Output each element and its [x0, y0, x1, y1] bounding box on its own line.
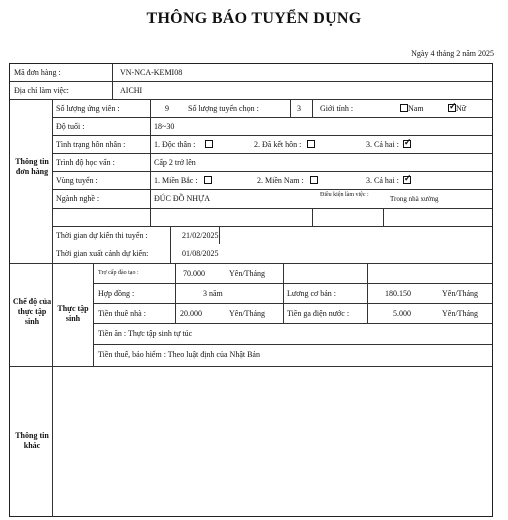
salary-value: 180.150 — [385, 289, 411, 298]
section-trainee: Thực tập sinh — [57, 304, 89, 323]
work-condition-value: Trong nhà xưởng — [390, 195, 439, 203]
utility-unit: Yên/Tháng — [442, 309, 478, 318]
salary-label: Lương cơ bản : — [287, 289, 337, 298]
allowance-unit: Yên/Tháng — [229, 269, 265, 278]
region-option-north[interactable]: 1. Miền Bắc : — [154, 176, 212, 186]
allowance-label: Trợ cấp đào tạo : — [98, 270, 139, 276]
departure-date-value: 01/08/2025 — [182, 249, 219, 258]
utility-label: Tiền ga điện nước : — [287, 309, 350, 318]
order-code-value: VN-NCA-KEMI08 — [120, 68, 183, 77]
region-label: Vùng tuyển : — [56, 176, 98, 185]
exam-date-value: 21/02/2025 — [182, 231, 219, 240]
order-code-label: Mã đơn hàng : — [14, 68, 61, 77]
region-option-south[interactable]: 2. Miền Nam : — [257, 176, 318, 186]
gender-female[interactable]: ✓ Nữ — [446, 104, 466, 114]
male-checkbox[interactable] — [400, 104, 408, 112]
both-region-checkbox[interactable] — [403, 176, 411, 184]
contract-value: 3 năm — [203, 289, 223, 298]
single-checkbox[interactable] — [205, 140, 213, 148]
marital-option-single[interactable]: 1. Độc thân : — [154, 140, 213, 150]
female-checkbox[interactable] — [448, 104, 456, 112]
rent-value: 20.000 — [180, 309, 202, 318]
marital-label: Tình trạng hôn nhân : — [56, 140, 126, 149]
applicants-value: 9 — [165, 104, 169, 113]
notice-date: Ngày 4 tháng 2 năm 2025 — [411, 49, 494, 58]
rent-label: Tiền thuê nhà : — [98, 309, 146, 318]
north-checkbox[interactable] — [204, 176, 212, 184]
work-address-label: Địa chỉ làm việc: — [14, 86, 69, 95]
contract-label: Hợp đồng : — [98, 289, 135, 298]
education-label: Trình độ học vấn : — [56, 158, 115, 167]
recruitment-form — [9, 63, 493, 517]
section-welfare: Chế độ của thực tập sinh — [12, 297, 52, 326]
both-marital-checkbox[interactable] — [403, 140, 411, 148]
food-cost: Tiền ăn : Thực tập sinh tự túc — [98, 329, 193, 338]
work-address-value: AICHI — [120, 86, 143, 95]
salary-unit: Yên/Tháng — [442, 289, 478, 298]
south-checkbox[interactable] — [310, 176, 318, 184]
departure-date-label: Thời gian xuất cảnh dự kiến: — [56, 249, 149, 258]
gender-label: Giới tính : — [320, 104, 354, 113]
job-label: Ngành nghề : — [56, 194, 100, 203]
rent-unit: Yên/Tháng — [229, 309, 265, 318]
selected-value: 3 — [297, 104, 301, 113]
selected-label: Số lượng tuyển chọn : — [188, 104, 259, 113]
region-option-both[interactable]: 3. Cả hai : ✓ — [366, 176, 411, 186]
education-value: Cấp 2 trở lên — [154, 158, 196, 167]
gender-male[interactable]: Nam — [398, 104, 424, 114]
section-other: Thông tin khác — [15, 431, 49, 450]
utility-value: 5.000 — [393, 309, 411, 318]
age-label: Độ tuổi : — [56, 122, 85, 131]
work-condition-label: Điều kiện làm việc : — [320, 192, 369, 198]
married-checkbox[interactable] — [307, 140, 315, 148]
exam-date-label: Thời gian dự kiến thi tuyển : — [56, 231, 148, 240]
allowance-value: 70.000 — [183, 269, 205, 278]
section-order-info: Thông tin đơn hàng — [15, 157, 49, 176]
applicants-label: Số lượng ứng viên : — [56, 104, 120, 113]
marital-option-both[interactable]: 3. Cả hai : ✓ — [366, 140, 411, 150]
marital-option-married[interactable]: 2. Đã kết hôn : — [254, 140, 315, 150]
page-title: THÔNG BÁO TUYỂN DỤNG — [146, 10, 362, 27]
job-value: ĐÚC ĐỒ NHỰA — [154, 194, 210, 203]
tax-insurance: Tiền thuế, bảo hiểm : Theo luật định của Nhật Bản — [98, 350, 260, 359]
age-value: 18~30 — [154, 122, 175, 131]
